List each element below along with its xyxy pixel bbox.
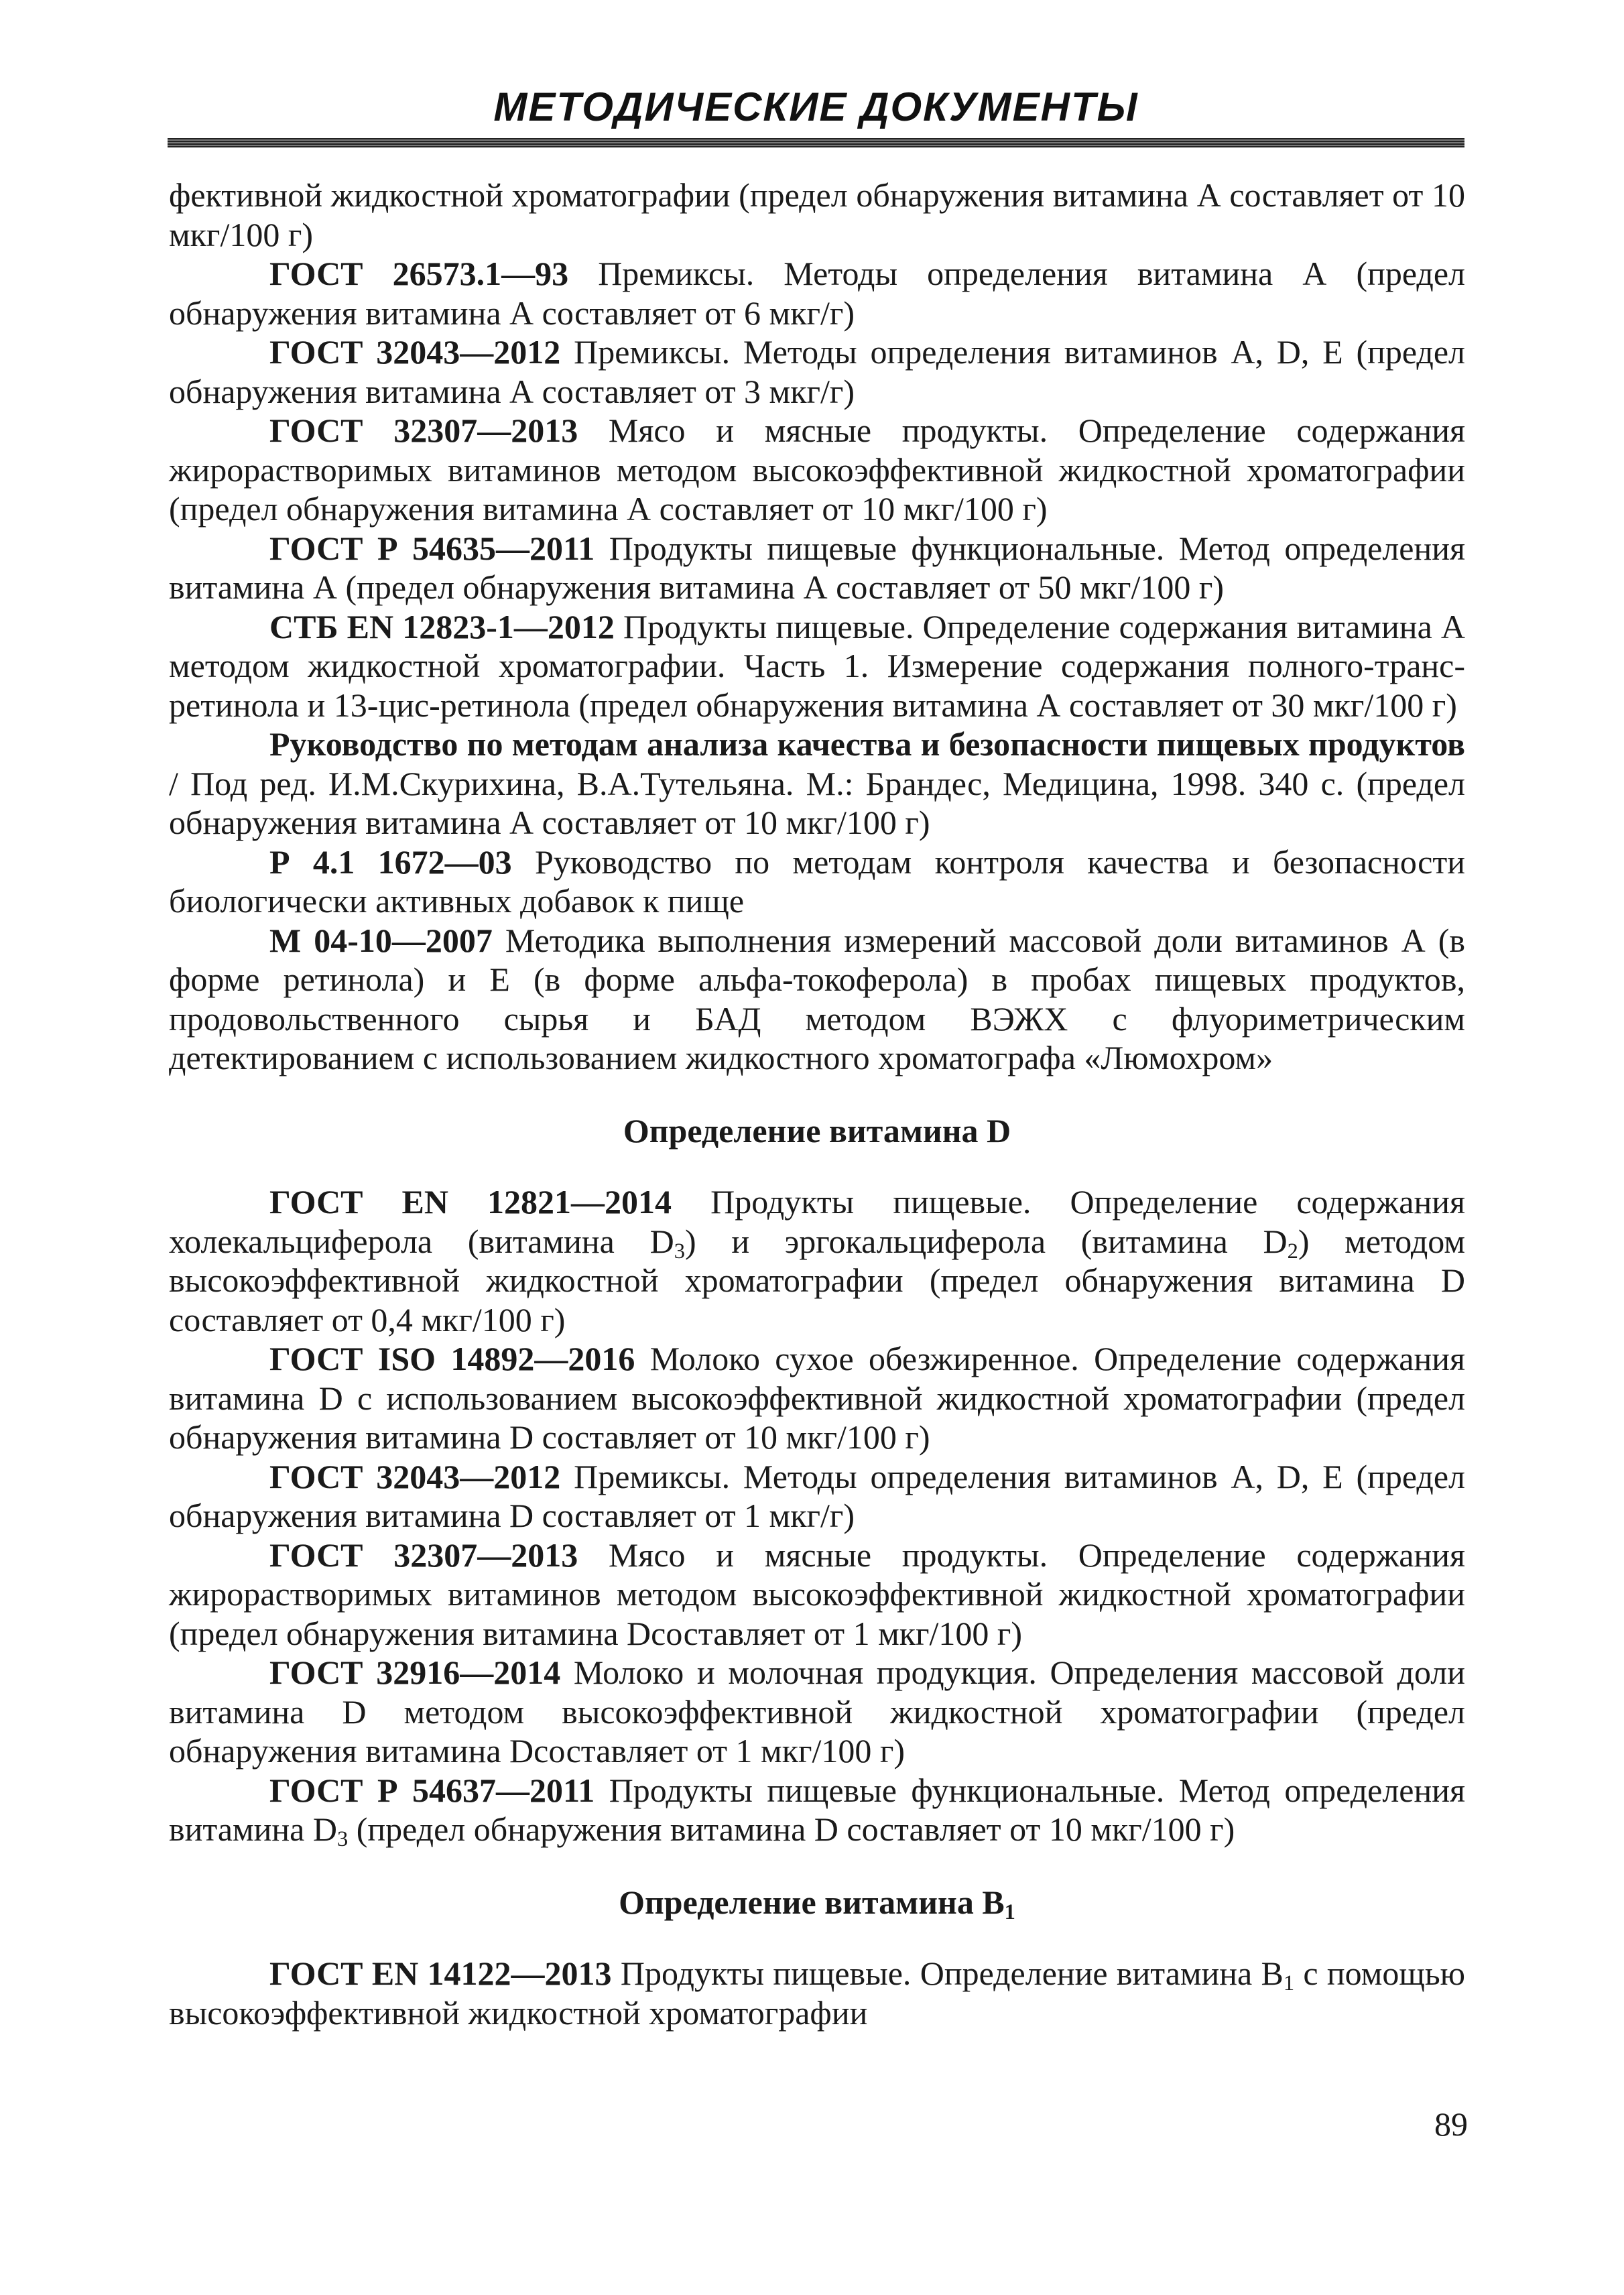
- header-title: МЕТОДИЧЕСКИЕ ДОКУМЕНТЫ: [493, 84, 1139, 129]
- standard-code: ГОСТ 32916—2014: [269, 1654, 561, 1691]
- standard-entry: ГОСТ 32043—2012 Премиксы. Методы определения витаминов А, D, Е (предел обнаружения витамина D составляет от 1 мкг/г): [169, 1457, 1465, 1534]
- standard-code: М 04-10—2007: [269, 921, 493, 959]
- standard-code: ГОСТ ISO 14892—2016: [269, 1340, 635, 1377]
- standard-entry: М 04-10—2007 Методика выполнения измерений массовой доли витаминов А (в форме ретинола) и Е (в форме альфа-токоферола) в пробах пищевых продуктов, продовольственного сырья и БАД методом ВЭЖХ с флуориметрическим детектированием с использованием жидкостного хроматографа «Люмохром»: [169, 921, 1465, 1076]
- standard-entry: ГОСТ 32307—2013 Мясо и мясные продукты. Определение содержания жирорастворимых витаминов методом высокоэффективной жидкостной хроматографии (предел обнаружения витамина А составляет от 10 мкг/100 г): [169, 412, 1465, 528]
- standard-code: ГОСТ 26573.1—93: [269, 255, 569, 292]
- standard-entry: Р 4.1 1672—03 Руководство по методам контроля качества и безопасности биологически активных добавок к пище: [169, 843, 1465, 920]
- running-header: [168, 80, 1464, 147]
- standard-code: ГОСТ Р 54635—2011: [269, 529, 595, 567]
- standard-code: ГОСТ 32307—2013: [269, 412, 578, 449]
- page-number: 89: [1434, 2105, 1468, 2143]
- standard-entry: Руководство по методам анализа качества и безопасности пищевых продуктов / Под ред. И.М.Скурихина, В.А.Тутельяна. М.: Брандес, Медицина, 1998. 340 с. (предел обнаружения витамина А составляет от 10 мкг/100 г): [169, 725, 1465, 841]
- standard-entry: ГОСТ ISO 14892—2016 Молоко сухое обезжиренное. Определение содержания витамина D с использованием высокоэффективной жидкостной хроматографии (предел обнаружения витамина D составляет от 10 мкг/100 г): [169, 1340, 1465, 1456]
- section-heading-vitamin-d: Определение витамина D: [623, 1111, 1011, 1150]
- standard-code: ГОСТ 32043—2012: [269, 333, 561, 371]
- standard-code: Р 4.1 1672—03: [269, 843, 512, 881]
- standard-code: ГОСТ Р 54637—2011: [269, 1771, 595, 1809]
- standard-code: ГОСТ EN 14122—2013: [269, 1955, 612, 1992]
- standard-entry: ГОСТ Р 54637—2011 Продукты пищевые функциональные. Метод определения витамина $D_3$ (предел обнаружения витамина D составляет от 10 мкг/100 г): [169, 1771, 1465, 1852]
- standard-code: Руководство по методам анализа качества и безопасности пищевых продуктов: [269, 725, 1465, 763]
- standard-code: ГОСТ 32307—2013: [269, 1536, 578, 1574]
- standard-code: ГОСТ EN 12821—2014: [269, 1183, 672, 1221]
- standard-entry: ГОСТ 26573.1—93 Премиксы. Методы определения витамина А (предел обнаружения витамина А составляет от 6 мкг/г): [169, 255, 1465, 332]
- continued-paragraph: фективной жидкостной хроматографии (предел обнаружения витамина А составляет от 10 мкг/100 г): [169, 176, 1465, 253]
- standard-entry: СТБ EN 12823-1—2012 Продукты пищевые. Определение содержания витамина А методом жидкостной хроматографии. Часть 1. Измерение содержания полного-транс-ретинола и 13-цис-ретинола (предел обнаружения витамина А составляет от 30 мкг/100 г): [169, 607, 1465, 724]
- standard-code: ГОСТ 32043—2012: [269, 1457, 561, 1495]
- standard-entry: ГОСТ 32043—2012 Премиксы. Методы определения витаминов А, D, Е (предел обнаружения витамина А составляет от 3 мкг/г): [169, 333, 1465, 410]
- standard-entry: ГОСТ EN 14122—2013 Продукты пищевые. Определение витамина $B_1$ с помощью высокоэффективной жидкостной хроматографии: [169, 1955, 1466, 2032]
- header-rule: [168, 138, 1464, 147]
- standard-entry: ГОСТ 32307—2013 Мясо и мясные продукты. Определение содержания жирорастворимых витаминов методом высокоэффективной жидкостной хроматографии (предел обнаружения витамина Dсоставляет от 1 мкг/100 г): [169, 1536, 1465, 1652]
- document-body: [169, 176, 1465, 2032]
- section-heading-vitamin-b1: Определение витамина $B_1$: [619, 1883, 1015, 1924]
- standard-entry: ГОСТ 32916—2014 Молоко и молочная продукция. Определения массовой доли витамина D методом высокоэффективной жидкостной хроматографии (предел обнаружения витамина Dсоставляет от 1 мкг/100 г): [169, 1654, 1466, 1770]
- standard-entry: ГОСТ Р 54635—2011 Продукты пищевые функциональные. Метод определения витамина А (предел обнаружения витамина А составляет от 50 мкг/100 г): [169, 529, 1465, 606]
- standard-entry: ГОСТ EN 12821—2014 Продукты пищевые. Определение содержания холекальциферола (витамина $D_3$) и эргокальциферола (витамина $D_2$) методом высокоэффективной жидкостной хроматографии (предел обнаружения витамина D составляет от 0,4 мкг/100 г): [169, 1183, 1466, 1339]
- standard-code: СТБ EN 12823-1—2012: [269, 607, 615, 645]
